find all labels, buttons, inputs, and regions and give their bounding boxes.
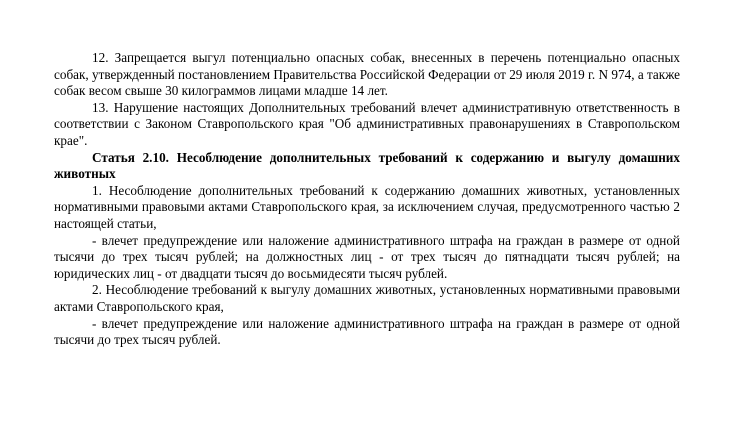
article-part-1-penalty: - влечет предупреждение или наложение административного штрафа на граждан в размере от одной тысячи до трех тысяч рублей; на должностных лиц - от трех тысяч до пятнадцати тысяч рублей; на юридических лиц - от двадцати тысяч до восьмидесяти тысяч рублей. — [54, 232, 680, 281]
document-text — [54, 50, 680, 349]
article-heading: Статья 2.10. Несоблюдение дополнительных требований к содержанию и выгулу домашних животных — [54, 149, 680, 182]
article-part-1: 1. Несоблюдение дополнительных требований к содержанию домашних животных, установленных нормативными правовыми актами Ставропольского края, за исключением случая, предусмотренного частью 2 настоящей статьи, — [54, 182, 680, 231]
article-part-2: 2. Несоблюдение требований к выгулу домашних животных, установленных нормативными правовыми актами Ставропольского края, — [54, 282, 680, 314]
article-part-2-penalty: - влечет предупреждение или наложение административного штрафа на граждан в размере от одной тысячи до трех тысяч рублей. — [54, 315, 680, 348]
paragraph-12: 12. Запрещается выгул потенциально опасных собак, внесенных в перечень потенциально опасных собак, утвержденный постановлением Правительства Российской Федерации от 29 июля 2019 г. N 974, а также собак весом свыше 30 килограммов лицами младше 14 лет. — [54, 50, 680, 99]
paragraph-13: 13. Нарушение настоящих Дополнительных требований влечет административную ответственность в соответствии с Законом Ставропольского края "Об административных правонарушениях в Ставропольском крае". — [54, 99, 680, 148]
